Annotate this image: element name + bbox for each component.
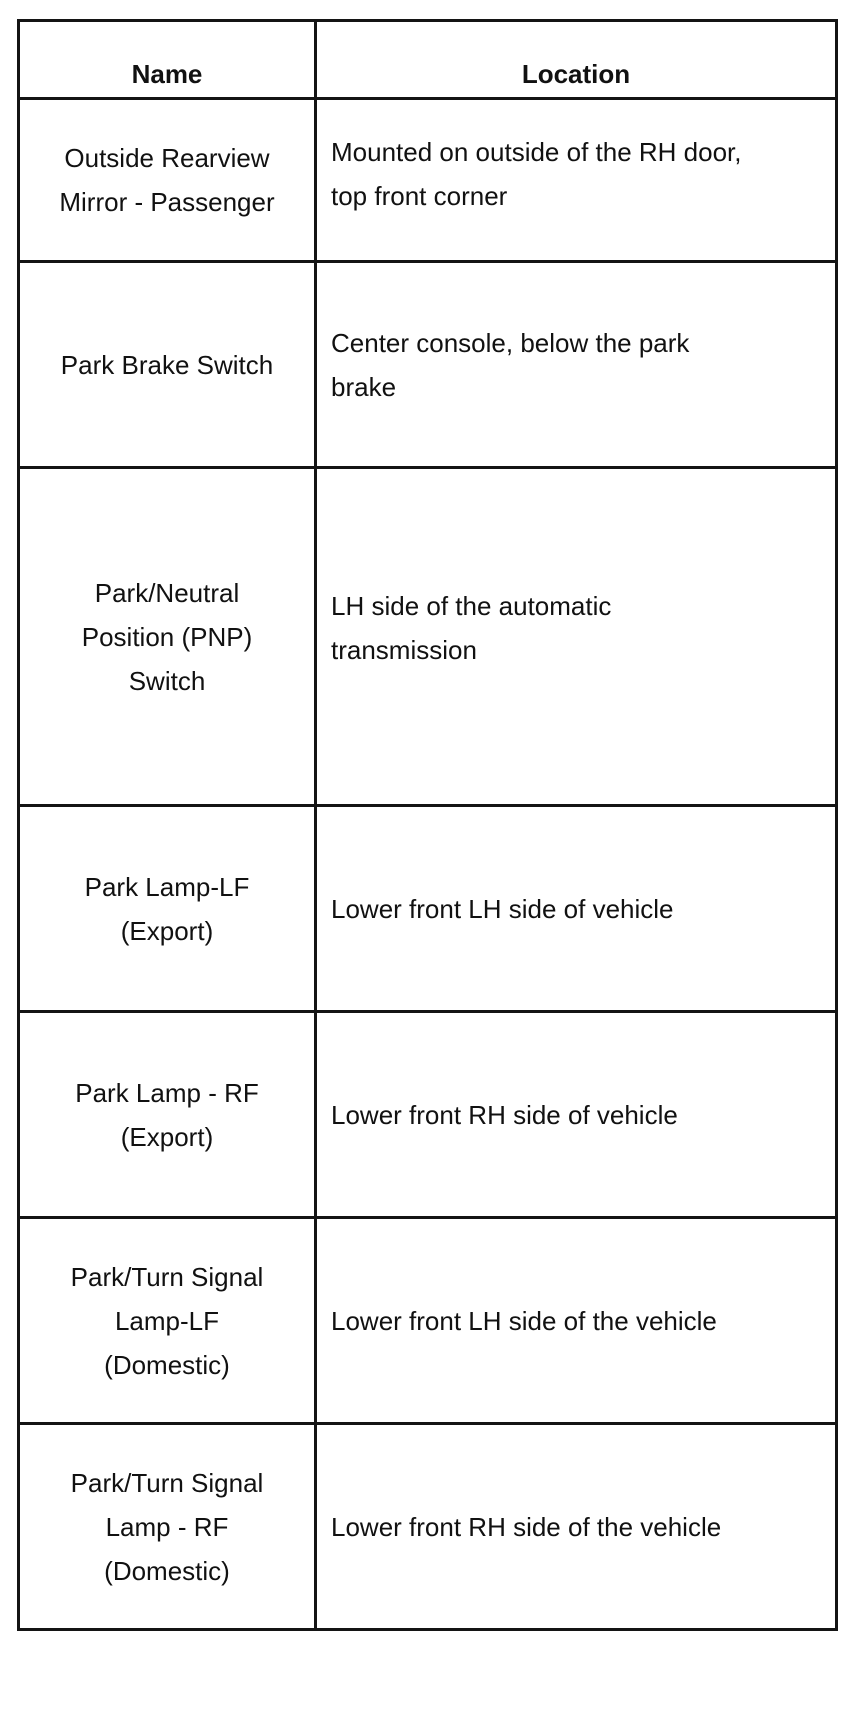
- name-column-header: Name: [19, 21, 316, 99]
- component-name-cell: [19, 468, 316, 806]
- component-name-cell: [19, 1218, 316, 1424]
- component-location-cell: [316, 1424, 837, 1630]
- table-row: [19, 1012, 837, 1218]
- component-location-cell: [316, 262, 837, 468]
- table-row: [19, 1424, 837, 1630]
- component-name: Park/Neutral Position (PNP) Switch: [81, 577, 253, 696]
- component-location-table: [17, 19, 838, 1631]
- component-location: Center console, below the park brake: [331, 327, 690, 402]
- table-row: [19, 1218, 837, 1424]
- component-location-cell: [316, 468, 837, 806]
- component-location: Mounted on outside of the RH door, top front corner: [331, 137, 742, 211]
- component-name: Park Brake Switch: [60, 349, 274, 380]
- component-location: Lower front LH side of the vehicle: [331, 1305, 717, 1336]
- component-name-cell: [19, 1424, 316, 1630]
- table-row: [19, 99, 837, 262]
- component-name: Park/Turn Signal Lamp-LF (Domestic): [70, 1261, 264, 1380]
- component-name: Outside Rearview Mirror - Passenger: [59, 143, 275, 217]
- component-name-cell: [19, 806, 316, 1012]
- component-name: Park Lamp - RF (Export): [75, 1077, 259, 1152]
- component-location: Lower front RH side of the vehicle: [331, 1511, 722, 1542]
- component-location-cell: [316, 806, 837, 1012]
- component-location: LH side of the automatic transmission: [331, 590, 612, 665]
- component-name-cell: [19, 99, 316, 262]
- component-name-cell: [19, 1012, 316, 1218]
- component-location-cell: [316, 1012, 837, 1218]
- component-name: Park/Turn Signal Lamp - RF (Domestic): [70, 1467, 264, 1586]
- table-row: [19, 262, 837, 468]
- component-location: Lower front RH side of vehicle: [331, 1099, 678, 1130]
- component-name: Park Lamp-LF (Export): [84, 871, 250, 946]
- location-column-header: Location: [316, 21, 837, 99]
- table-row: [19, 806, 837, 1012]
- table-header-row: [19, 21, 837, 99]
- component-location-cell: [316, 1218, 837, 1424]
- component-location-cell: [316, 99, 837, 262]
- component-name-cell: [19, 262, 316, 468]
- table-row: [19, 468, 837, 806]
- component-location: Lower front LH side of vehicle: [331, 893, 674, 924]
